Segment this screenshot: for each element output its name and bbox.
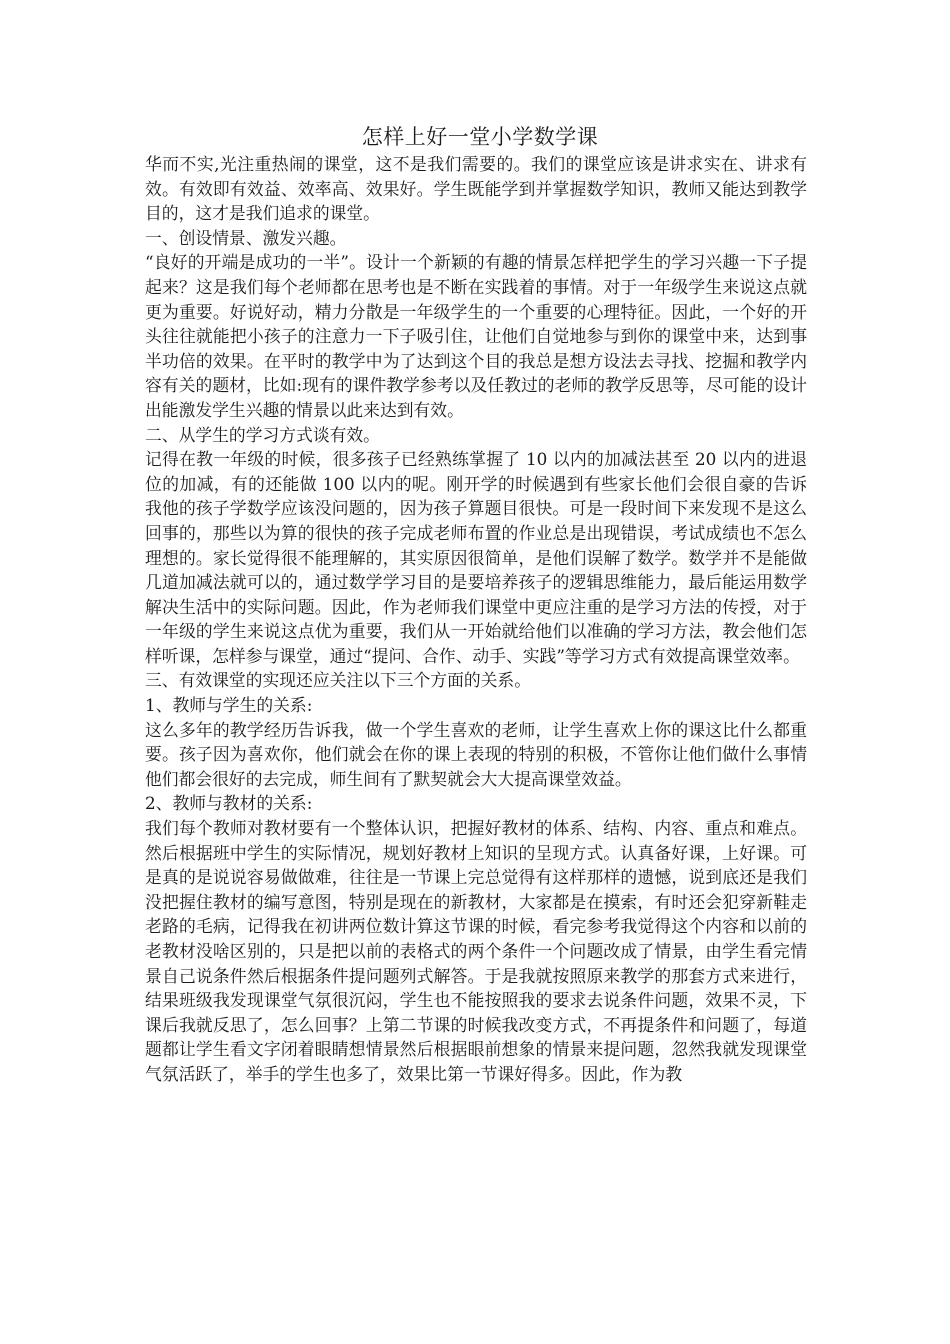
document-page [145,122,807,1087]
section-heading-3: 三、有效课堂的实现还应关注以下三个方面的关系。 [145,670,531,691]
paragraph-section-1: “良好的开端是成功的一半”。设计一个新颖的有趣的情景怎样把学生的学习兴趣一下子提起来？这是我们每个老师都在思考也是不断在实践着的事情。对于一年级学生来说这点就更为重要。好说好动，精力分散是一年级学生的一个重要的心理特征。因此，一个好的开头往往就能把小孩子的注意力一下子吸引住，让他们自觉地参与到你的课堂中来，达到事半功倍的效果。在平时的教学中为了达到这个目的我总是想方设法去寻找、挖掘和教学内容有关的题材，比如:现有的课件教学参考以及任教过的老师的教学反思等，尽可能的设计出能激发学生兴趣的情景以此来达到有效。 [145,252,807,420]
document-title: 怎样上好一堂小学数学课 [361,125,599,149]
paragraph-intro: 华而不实,光注重热闹的课堂，这不是我们需要的。我们的课堂应该是讲求实在、讲求有效。有效即有效益、效率高、效果好。学生既能学到并掌握数学知识，教师又能达到教学目的，这才是我们追求的课堂。 [145,154,807,224]
paragraph-section-2: 记得在教一年级的时候，很多孩子已经熟练掌握了 10 以内的加减法甚至 20 以内的进退位的加减，有的还能做 100 以内的呢。刚开学的时候遇到有些家长他们会很自豪的告诉我他的孩子学数学应该没问题的，因为孩子算题目很快。可是一段时间下来发现不是这么回事的，那些以为算的很快的孩子完成老师布置的作业总是出现错误，考试成绩也不怎么理想的。家长觉得很不能理解的，其实原因很简单，是他们误解了数学。数学并不是能做几道加减法就可以的，通过数学学习目的是要培养孩子的逻辑思维能力，最后能运用数学解决生活中的实际问题。因此，作为老师我们课堂中更应注重的是学习方法的传授，对于一年级的学生来说这点优为重要，我们从一开始就给他们以准确的学习方法，教会他们怎样听课，怎样参与课堂，通过“提问、合作、动手、实践”等学习方式有效提高课堂效率。 [145,449,807,666]
paragraph-teacher-student: 这么多年的教学经历告诉我，做一个学生喜欢的老师，让学生喜欢上你的课这比什么都重要。孩子因为喜欢你，他们就会在你的课上表现的特别的积极，不管你让他们做什么事情他们都会很好的去完成，师生间有了默契就会大大提高课堂效益。 [145,719,807,789]
paragraph-teacher-textbook: 我们每个教师对教材要有一个整体认识，把握好教材的体系、结构、内容、重点和难点。然后根据班中学生的实际情况，规划好教材上知识的呈现方式。认真备好课，上好课。可是真的是说说容易做做难，往往是一节课上完总觉得有这样那样的遗憾，说到底还是我们没把握住教材的编写意图，特别是现在的新教材，大家都是在摸索，有时还会犯穿新鞋走老路的毛病，记得我在初讲两位数计算这节课的时候，看完参考我觉得这个内容和以前的老教材没啥区别的，只是把以前的表格式的两个条件一个问题改成了情景，由学生看完情景自己说条件然后根据条件提问题列式解答。于是我就按照原来教学的那套方式来进行，结果班级我发现课堂气氛很沉闷，学生也不能按照我的要求去说条件问题，效果不灵，下课后我就反思了，怎么回事？上第二节课的时候我改变方式，不再提条件和问题了，每道题都让学生看文字闭着眼睛想情景然后根据眼前想象的情景来提问题，忽然我就发现课堂气氛活跃了，举手的学生也多了，效果比第一节课好得多。因此，作为教 [145,818,807,1084]
subheading-teacher-textbook: 2、教师与教材的关系: [145,793,313,814]
section-heading-1: 一、创设情景、激发兴趣。 [145,227,347,248]
subheading-teacher-student: 1、教师与学生的关系: [145,695,313,716]
section-heading-2: 二、从学生的学习方式谈有效。 [145,424,380,445]
